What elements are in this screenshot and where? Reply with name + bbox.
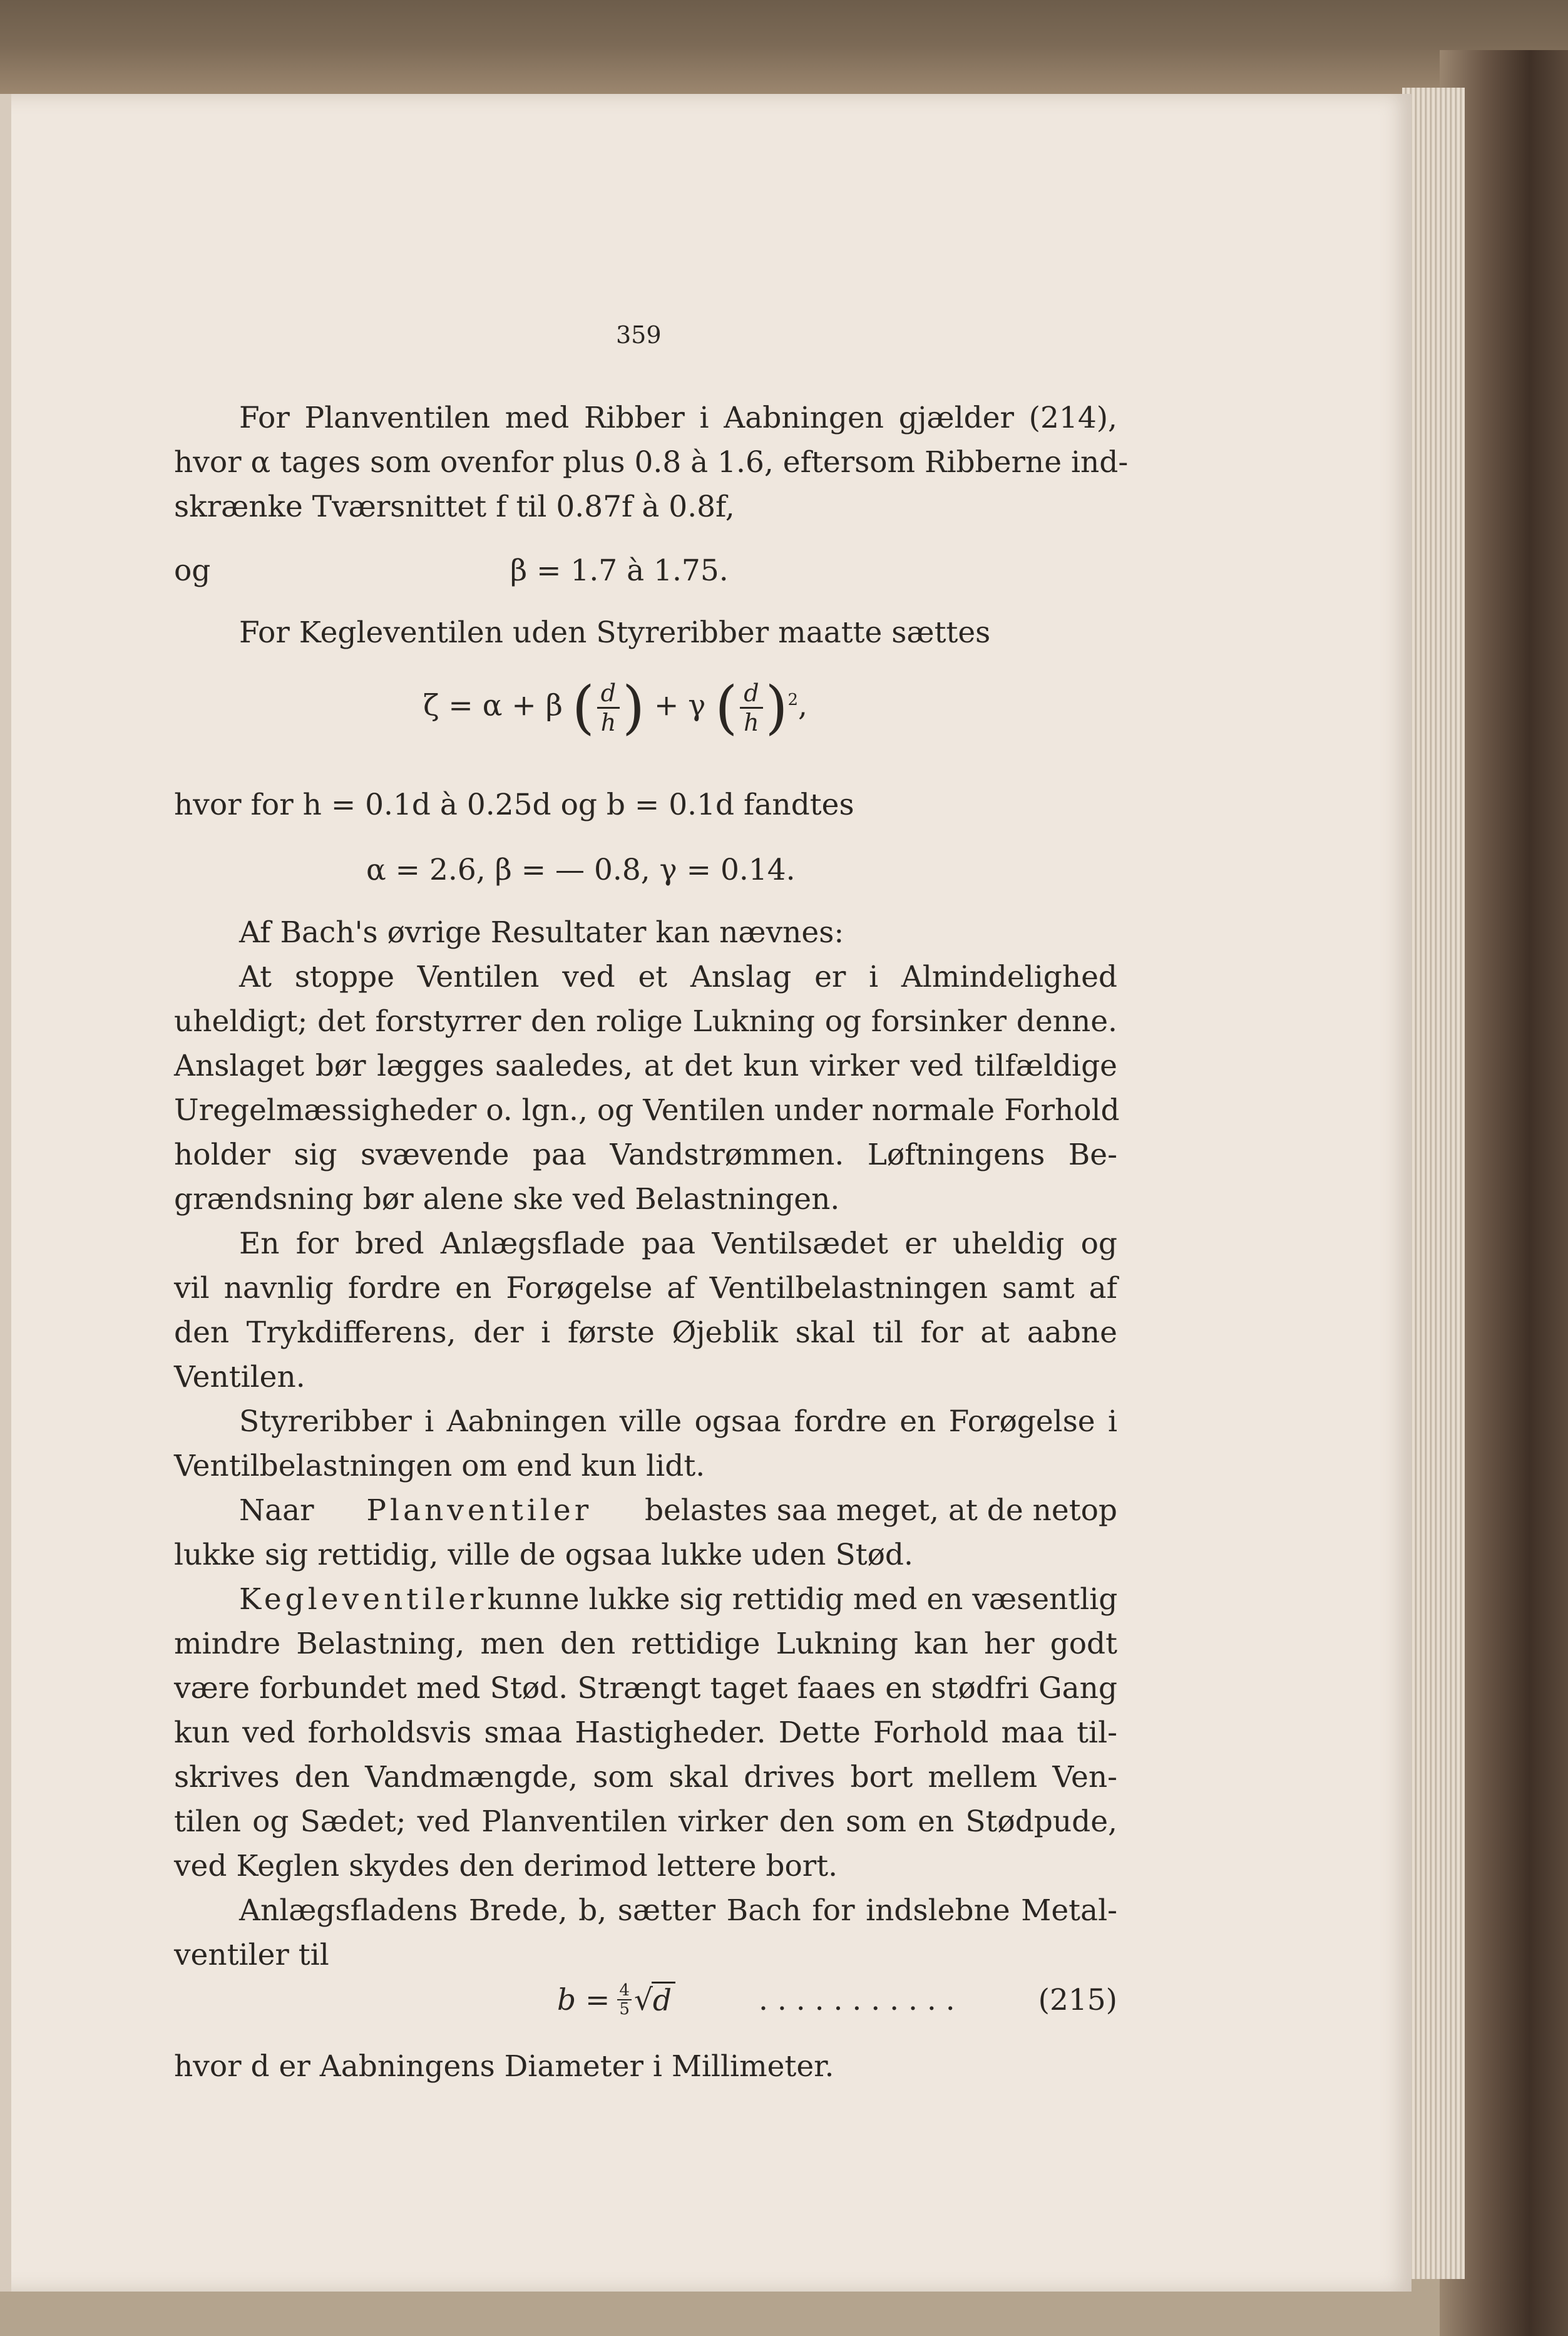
- equation-values: α = 2.6, β = — 0.8, γ = 0.14.: [366, 853, 796, 887]
- text-line: Ventilen.: [174, 1360, 305, 1394]
- text-word: belastes saa meget, at de netop: [644, 1493, 1117, 1528]
- fraction-four-fifths: [617, 1982, 632, 2018]
- paren-close: ): [765, 674, 788, 741]
- spaced-term: Planventiler: [366, 1493, 593, 1528]
- text-line: kun ved forholdsvis smaa Hastigheder. Dette Forhold maa til-: [174, 1716, 1117, 1750]
- text-line: være forbundet med Stød. Strængt taget faaes en stødfri Gang: [174, 1671, 1117, 1706]
- text-word: kunne lukke sig rettidig med en væsentlig: [487, 1582, 1118, 1617]
- fraction-denominator: h: [600, 709, 617, 736]
- text-line: vil navnlig fordre en Forøgelse af Ventilbelastningen samt af: [174, 1271, 1117, 1305]
- text-line: En for bred Anlægsflade paa Ventilsædet er uheldig og: [239, 1227, 1117, 1261]
- text-line: [239, 1577, 1117, 1622]
- sqrt-sign: √: [633, 1982, 653, 2017]
- text-line: [239, 1488, 1117, 1533]
- formula-tail: ,: [798, 688, 807, 723]
- page-number: 359: [616, 321, 662, 349]
- fraction-numerator: 4: [617, 1982, 632, 2000]
- spaced-term: Kegleventiler: [239, 1582, 488, 1617]
- text-line: mindre Belastning, men den rettidige Lukning kan her godt: [174, 1627, 1117, 1661]
- text-line: skrives den Vandmængde, som skal drives bort mellem Ven-: [174, 1760, 1117, 1794]
- text-line: tilen og Sædet; ved Planventilen virker den som en Stødpude,: [174, 1804, 1117, 1839]
- text-line: skrænke Tværsnittet f til 0.87f à 0.8f,: [174, 490, 735, 524]
- formula-zeta: [423, 674, 807, 741]
- text-line: og: [174, 553, 211, 588]
- equation-beta: β = 1.7 à 1.75.: [510, 553, 729, 588]
- text-line: Anslaget bør lægges saaledes, at det kun virker ved tilfældige: [174, 1049, 1117, 1083]
- text-line: hvor for h = 0.1d à 0.25d og b = 0.1d fandtes: [174, 788, 854, 822]
- fraction-numerator: d: [597, 679, 620, 709]
- text-line: lukke sig rettidig, ville de ogsaa lukke uden Stød.: [174, 1538, 913, 1572]
- fraction-denominator: h: [744, 709, 759, 736]
- text-line: ventiler til: [174, 1938, 329, 1972]
- text-line: uheldigt; det forstyrrer den rolige Lukning og forsinker denne.: [174, 1004, 1117, 1039]
- formula-mid: + γ: [653, 688, 706, 723]
- text-line: hvor d er Aabningens Diameter i Millimeter.: [174, 2049, 834, 2084]
- paren-open: (: [571, 674, 595, 741]
- fraction-numerator: d: [740, 679, 762, 709]
- fraction-d-h: [740, 679, 762, 736]
- sqrt-radicand: d: [652, 1982, 675, 2018]
- paren-close: ): [622, 674, 645, 741]
- page-gutter: [0, 94, 11, 2292]
- exponent: 2: [787, 690, 799, 709]
- text-line: Uregelmæssigheder o. lgn., og Ventilen under normale Forhold: [174, 1093, 1120, 1128]
- text-line: grændsning bør alene ske ved Belastningen.: [174, 1182, 840, 1217]
- formula-b: [557, 1982, 1117, 2018]
- formula-lhs: b =: [557, 1982, 610, 2017]
- equation-number: (215): [1038, 1982, 1117, 2017]
- text-line: At stoppe Ventilen ved et Anslag er i Almindelighed: [239, 960, 1117, 994]
- text-line: den Trykdifferens, der i første Øjeblik skal til for at aabne: [174, 1315, 1117, 1350]
- formula-lhs: ζ = α + β: [423, 688, 563, 723]
- text-line: Ventilbelastningen om end kun lidt.: [174, 1449, 705, 1483]
- text-line: ved Keglen skydes den derimod lettere bort.: [174, 1849, 838, 1883]
- text-line: Af Bach's øvrige Resultater kan nævnes:: [239, 915, 844, 950]
- text-line: holder sig svævende paa Vandstrømmen. Løftningens Be-: [174, 1138, 1117, 1172]
- paren-open: (: [715, 674, 738, 741]
- fraction-d-h: [597, 679, 620, 736]
- text-word: Naar: [239, 1493, 314, 1528]
- text-line: Styreribber i Aabningen ville ogsaa fordre en Forøgelse i: [239, 1404, 1117, 1439]
- text-line: hvor α tages som ovenfor plus 0.8 à 1.6, eftersom Ribberne ind-: [174, 445, 1129, 480]
- text-line: For Planventilen med Ribber i Aabningen gjælder (214),: [239, 401, 1117, 435]
- text-line: Anlægsfladens Brede, b, sætter Bach for indslebne Metal-: [239, 1893, 1117, 1928]
- book-top-edge: [0, 0, 1568, 100]
- text-line: For Kegleventilen uden Styreribber maatte sættes: [239, 615, 991, 650]
- fraction-denominator: 5: [619, 2000, 630, 2019]
- page-edges: [1402, 88, 1465, 2279]
- dot-leader: . . . . . . . . . . .: [758, 1982, 955, 2017]
